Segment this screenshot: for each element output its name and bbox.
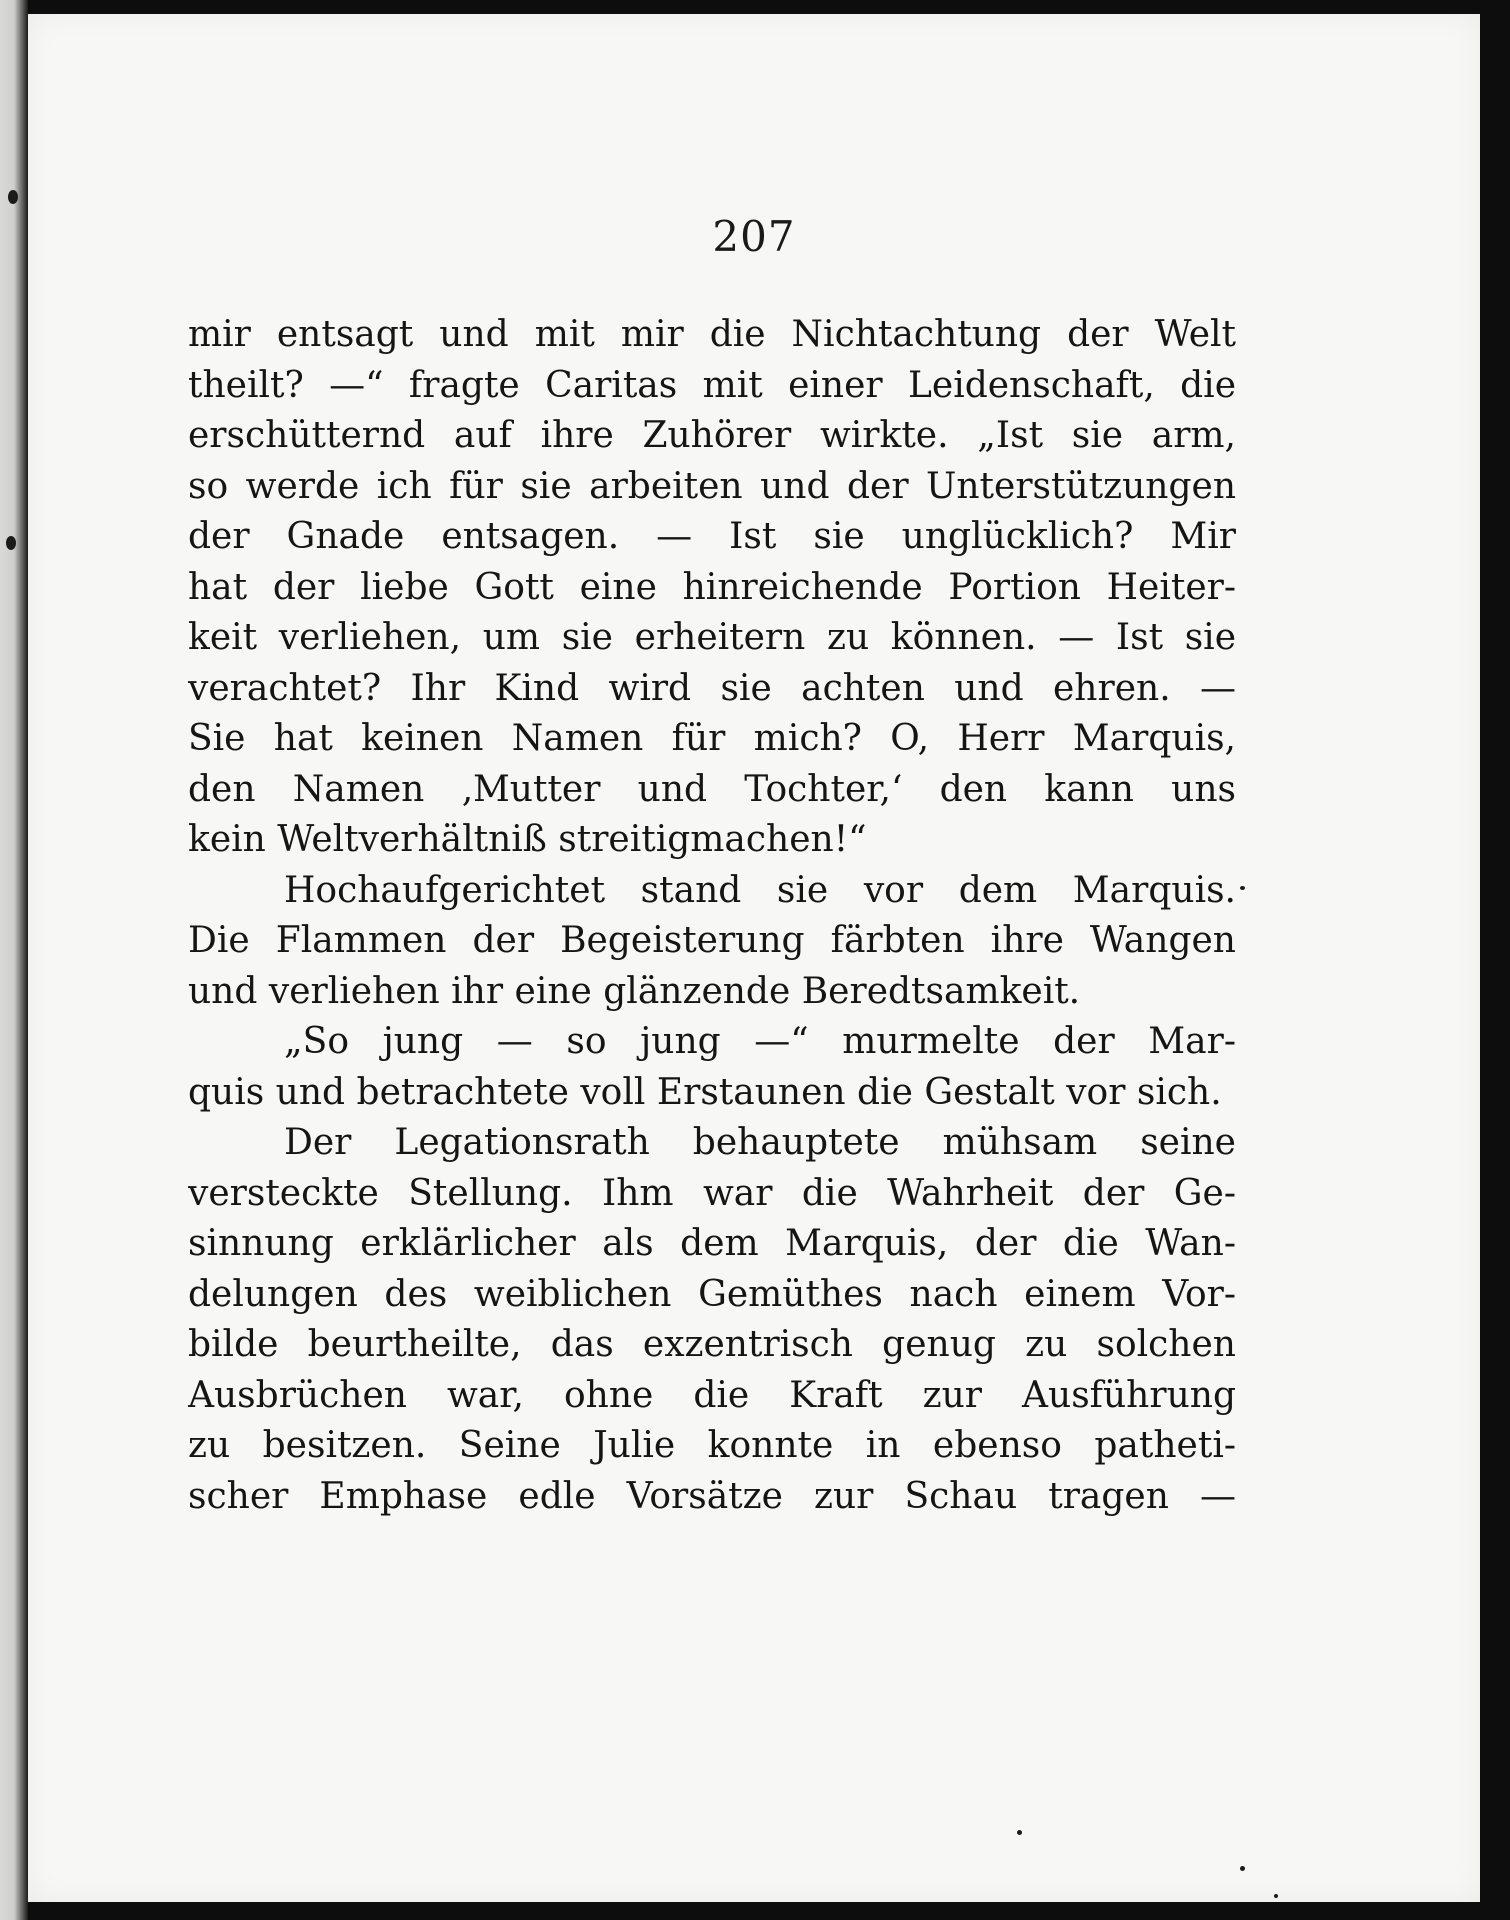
- speck-mark: [1240, 1866, 1245, 1871]
- speck-mark: [1240, 886, 1245, 890]
- speck-mark: [8, 190, 18, 204]
- text-line: und verliehen ihr eine glänzende Beredtsamkeit.: [188, 970, 1081, 1012]
- paper-sheet: [28, 14, 1480, 1902]
- text-line: delungen des weiblichen Gemüthes nach einem Vor-: [188, 1273, 1236, 1315]
- text-line: der Gnade entsagen. — Ist sie unglücklich? Mir: [188, 516, 1236, 557]
- text-line: bilde beurtheilte, das exzentrisch genug zu solchen: [188, 1324, 1236, 1365]
- speck-mark: [1017, 1830, 1022, 1835]
- text-line: Die Flammen der Begeisterung färbten ihre Wangen: [188, 920, 1236, 961]
- binding-shadow: [0, 0, 28, 1920]
- text-line: Sie hat keinen Namen für mich? O, Herr Marquis,: [188, 718, 1236, 759]
- text-line: hat der liebe Gott eine hinreichende Portion Heiter-: [188, 566, 1236, 608]
- text-line: scher Emphase edle Vorsätze zur Schau tragen —: [188, 1475, 1236, 1517]
- text-line: so werde ich für sie arbeiten und der Unterstützungen: [188, 465, 1236, 507]
- text-line: versteckte Stellung. Ihm war die Wahrheit der Ge-: [188, 1172, 1236, 1214]
- text-line: Hochaufgerichtet stand sie vor dem Marquis.: [284, 869, 1236, 911]
- text-line: zu besitzen. Seine Julie konnte in ebenso patheti-: [188, 1425, 1236, 1466]
- speck-mark: [6, 536, 16, 550]
- text-line: Der Legationsrath behauptete mühsam seine: [284, 1122, 1236, 1163]
- text-line: mir entsagt und mit mir die Nichtachtung der Welt: [188, 314, 1236, 355]
- text-line: erschütternd auf ihre Zuhörer wirkte. „Ist sie arm,: [188, 415, 1236, 456]
- body-text: [188, 310, 1236, 1522]
- text-line: Ausbrüchen war, ohne die Kraft zur Ausführung: [188, 1374, 1236, 1416]
- text-line: sinnung erklärlicher als dem Marquis, der die Wan-: [188, 1223, 1236, 1264]
- text-line: kein Weltverhältniß streitigmachen!“: [188, 819, 867, 860]
- text-line: den Namen ‚Mutter und Tochter,‘ den kann uns: [188, 768, 1236, 810]
- text-line: verachtet? Ihr Kind wird sie achten und ehren. —: [188, 667, 1236, 709]
- text-line: keit verliehen, um sie erheitern zu können. — Ist sie: [188, 617, 1236, 658]
- page-number: 207: [712, 212, 796, 261]
- text-line: „So jung — so jung —“ murmelte der Mar-: [284, 1021, 1236, 1062]
- text-line: theilt? —“ fragte Caritas mit einer Leidenschaft, die: [188, 364, 1236, 406]
- text-line: quis und betrachtete voll Erstaunen die Gestalt vor sich.: [188, 1071, 1222, 1113]
- speck-mark: [1274, 1894, 1278, 1898]
